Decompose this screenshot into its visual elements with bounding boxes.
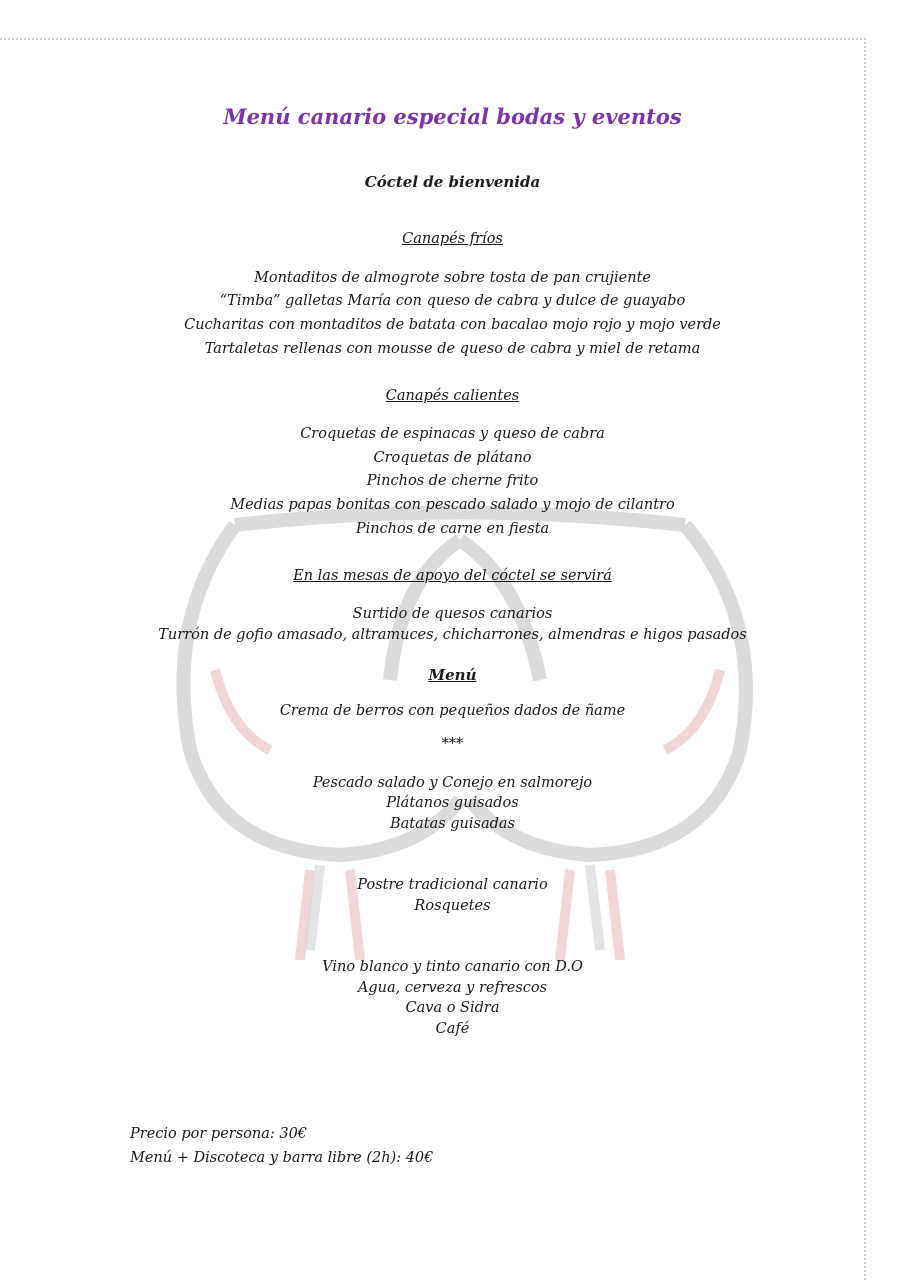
cold-canape-item: Tartaletas rellenas con mousse de queso de cabra y miel de retama (204, 341, 701, 357)
welcome-heading: Cóctel de bienvenida (364, 173, 541, 191)
hot-canape-item: Pinchos de carne en fiesta (355, 521, 550, 537)
hot-canape-item: Medias papas bonitas con pescado salado y mojo de cilantro (230, 497, 675, 513)
drink-item: Cava o Sidra (405, 1000, 500, 1016)
dessert-item: Postre tradicional canario (357, 877, 548, 893)
drink-item: Vino blanco y tinto canario con D.O (322, 959, 583, 975)
support-table-item: Turrón de gofio amasado, altramuces, chicharrones, almendras e higos pasados (158, 627, 747, 643)
course-separator: *** (441, 736, 464, 752)
hot-canape-item: Croquetas de plátano (373, 450, 532, 466)
main-course-item: Pescado salado y Conejo en salmorejo (312, 775, 593, 791)
drink-item: Café (435, 1021, 470, 1037)
hot-canape-item: Pinchos de cherne frito (366, 473, 539, 489)
cold-canapes-heading: Canapés fríos (402, 231, 503, 247)
support-table-item: Surtido de quesos canarios (352, 606, 553, 622)
cold-canape-item: “Timba” galletas María con queso de cabra y dulce de guayabo (219, 293, 686, 309)
drink-item: Agua, cerveza y refrescos (357, 980, 548, 996)
menu-heading: Menú (428, 666, 477, 684)
menu-title: Menú canario especial bodas y eventos (223, 104, 682, 129)
hot-canape-item: Croquetas de espinacas y queso de cabra (300, 426, 605, 442)
dessert-item: Rosquetes (414, 898, 491, 914)
starter-course: Crema de berros con pequeños dados de ñame (279, 703, 626, 719)
price-with-disco: Menú + Discoteca y barra libre (2h): 40€ (130, 1150, 434, 1166)
cold-canape-item: Cucharitas con montaditos de batata con bacalao mojo rojo y mojo verde (184, 317, 721, 333)
page-border-top (0, 38, 866, 40)
main-course-item: Batatas guisadas (389, 816, 515, 832)
page-border-right (864, 38, 866, 1280)
cold-canape-item: Montaditos de almogrote sobre tosta de pan crujiente (254, 270, 651, 286)
support-tables-heading: En las mesas de apoyo del cóctel se servirá (293, 568, 612, 584)
main-course-item: Plátanos guisados (386, 795, 519, 811)
hot-canapes-heading: Canapés calientes (385, 388, 520, 404)
price-per-person: Precio por persona: 30€ (130, 1126, 308, 1142)
